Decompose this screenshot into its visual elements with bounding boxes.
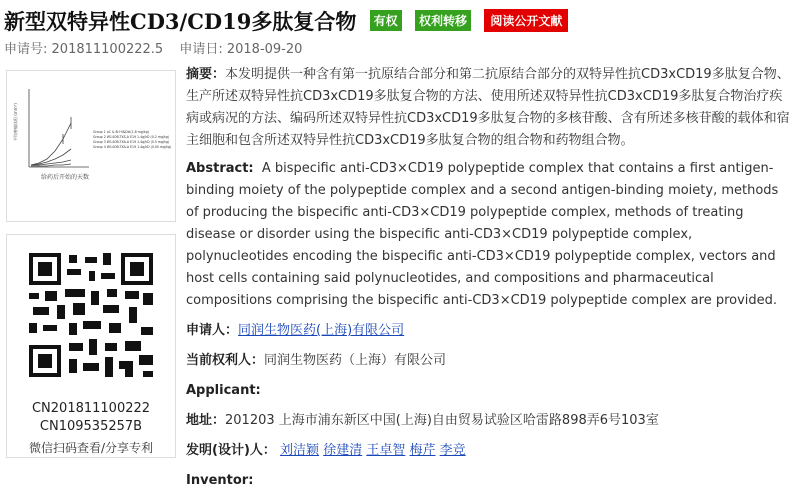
abstract-en-label: Abstract: [186,161,254,176]
publication-number-2: CN109535257B [39,419,143,434]
holder-value: 同润生物医药（上海）有限公司 [264,353,447,368]
inventors-label: 发明(设计)人： [186,443,276,458]
applicant-label: 申请人： [186,323,239,338]
status-badge-valid: 有权 [370,10,402,31]
abstract-cn-text: 本发明提供一种含有第一抗原结合部分和第二抗原结合部分的双特异性抗CD3xCD19多肽复合物、生产所述双特异性抗CD3xCD19多肽复合物的方法、使用所述双特异性抗CD3xCD19多肽复合物治疗疾病或病况的方法、编码所述双特异性抗CD3xCD19多肽复合物的多核苷酸、含有所述多核苷酸的载体和宿主细胞和包含所述双特异性抗CD3xCD19多肽复合物的组合物和药物组合物。 [186,67,790,148]
app-date-label: 申请日: [179,42,223,57]
abstract-en [186,158,792,312]
figure-xlabel: 给药后开始的天数 [41,174,90,181]
publication-number-1: CN201811100222 [31,401,151,416]
figure-legend-2: Group 2 W14OB-TXS-A E19 1.4g/kD (0.2 mg/kg) [93,135,170,139]
address-label: 地址： [186,413,226,428]
inventor-link[interactable]: 刘洁颖 [280,443,320,458]
applicant-en-row [186,380,792,402]
address-row [186,410,792,432]
applicant-en-label: Applicant: [186,383,261,398]
abstract-en-text: A bispecific anti-CD3×CD19 polypeptide complex that contains a first antigen-binding moiety of the polypeptide complex and a second antigen-binding moiety, methods of producing the bispecific anti-CD3×CD19 polypeptide complex, methods of treating disease or disorder using the bispecific anti-CD3×CD19 polypeptide complex, polynucleotides encoding the bispecific anti-CD3×CD19 polypeptide complex, vectors and host cells containing said polynucleotides, and compositions and pharmaceutical compositions comprising the bispecific anti-CD3×CD19 polypeptide complex are provided. [186,161,779,308]
abstract-cn [186,64,792,152]
application-meta [4,38,302,57]
qr-share-box [6,234,176,458]
figure-legend-4: Group 4 W14OB-TXA-A E19 1.4g/kD (0.00 mg/kg) [93,145,172,149]
patent-details [186,64,792,492]
inventor-link[interactable]: 梅芹 [409,443,436,458]
app-date-value: 2018-09-20 [226,42,303,57]
address-value: 201203 上海市浦东新区中国(上海)自由贸易试验区哈雷路898弄6号103室 [225,413,659,428]
inventor-link[interactable]: 李竞 [439,443,466,458]
read-publication-button[interactable]: 阅读公开文献 [484,9,568,32]
patent-title: 新型双特异性CD3/CD19多肽复合物 [4,9,357,34]
figure-legend-1: Group 1 oC & 8I Hi&D#(1.8 mg/kg) [93,130,149,134]
inventors-row [186,440,792,462]
inventor-en-row [186,470,792,492]
holder-label: 当前权利人： [186,353,265,368]
inventor-link[interactable]: 王卓智 [366,443,406,458]
qr-caption: 微信扫码查看/分享专利 [28,441,154,455]
holder-row [186,350,792,372]
applicant-link[interactable]: 同润生物医药(上海)有限公司 [238,323,405,338]
inventor-link[interactable]: 徐建清 [323,443,363,458]
abstract-cn-label: 摘要： [186,67,226,82]
svg-text:平均肿瘤体积 (mm³): 平均肿瘤体积 (mm³) [13,103,18,141]
applicant-row [186,320,792,342]
inventor-en-label: Inventor: [186,473,254,488]
app-no-label: 申请号: [4,42,48,57]
qr-code[interactable] [29,253,153,377]
figure-image [7,71,175,221]
status-badge-transfer: 权利转移 [415,10,471,31]
patent-figure-thumbnail[interactable] [6,70,176,222]
figure-legend-3: Group 3 W14OB-TXA-A E19 1.4g/kD (0.5 mg/kg) [93,140,170,144]
app-no-value: 201811100222.5 [51,42,164,57]
patent-title-row [4,6,568,36]
